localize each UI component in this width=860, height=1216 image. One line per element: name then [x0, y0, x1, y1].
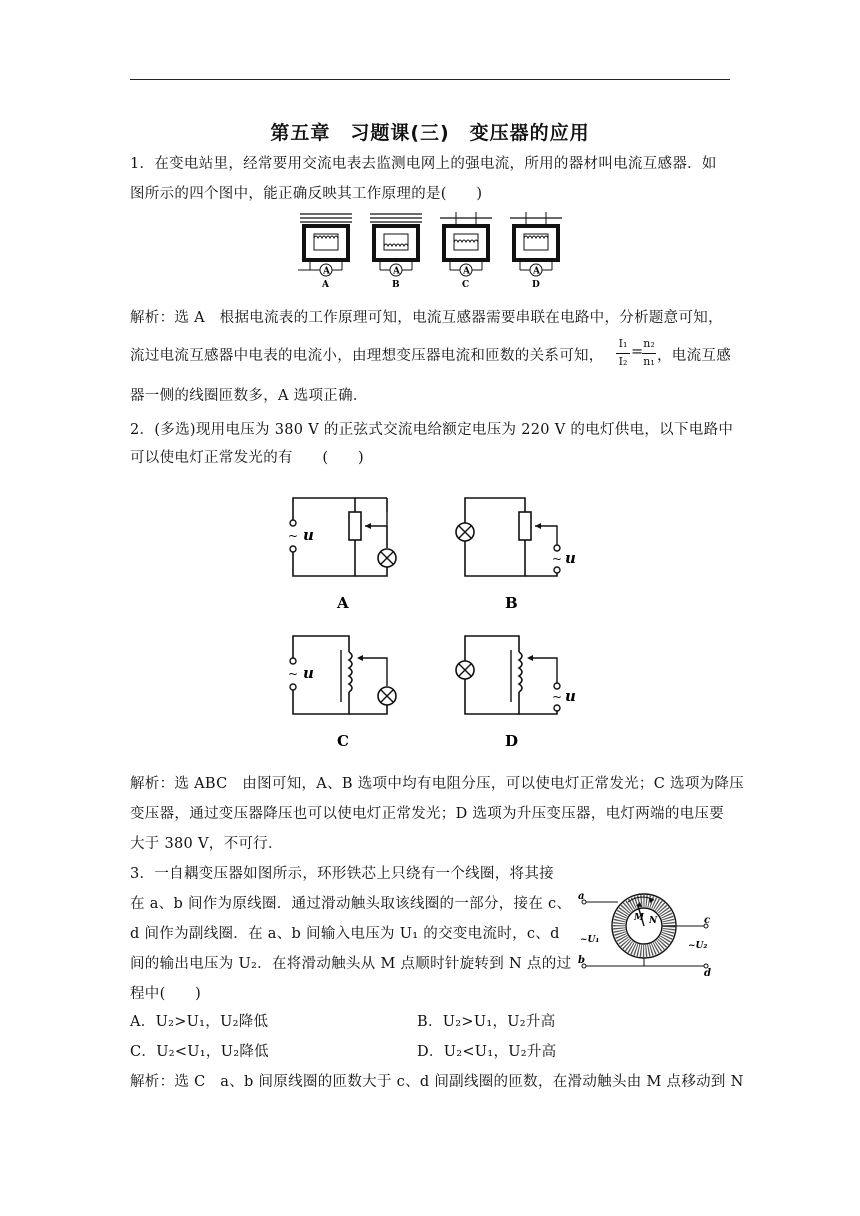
q1-answer-line2: 流过电流互感器中电表的电流小，由理想变压器电流和匝数的关系可知，: [130, 348, 604, 364]
q1-figure: [290, 208, 570, 290]
q3-option-a: A．U₂>U₁，U₂降低: [130, 1014, 269, 1030]
q2-diagram-b: [456, 498, 576, 612]
q1-stem-line2: 图所示的四个图中，能正确反映其工作原理的是( ): [130, 186, 483, 202]
q1-frac-right-bar: [642, 353, 656, 354]
q1-label-c: C: [462, 280, 470, 290]
svg-text:~: ~: [288, 667, 299, 681]
q2-source-label-a: u: [303, 526, 314, 544]
q2-stem-line1: 2．(多选)现用电压为 380 V 的正弦式交流电给额定电压为 220 V 的电灯供电，以下电路中: [130, 422, 734, 438]
q2-source-label-c: u: [303, 664, 314, 682]
q1-answer-line2-tail: ，电流互感: [657, 348, 731, 364]
q3-label-u2: ~U₂: [688, 941, 708, 951]
svg-text:~: ~: [288, 529, 299, 543]
q3-stem-line3: d 间作为副线圈．在 a、b 间输入电压为 U₁ 的交变电流时，c、d: [130, 926, 560, 942]
q1-meter-d: A: [533, 266, 540, 277]
q3-label-d: d: [704, 968, 711, 978]
q2-diagram-c: [288, 636, 396, 750]
q2-label-a: A: [337, 594, 349, 612]
q2-label-b: B: [505, 594, 518, 612]
header-rule: [130, 79, 730, 80]
q3-label-u1: ~U₁: [580, 935, 600, 945]
q1-frac-left-den: I₂: [618, 355, 628, 368]
q1-meter-a: A: [323, 266, 330, 277]
q3-stem-line1: 3．一自耦变压器如图所示，环形铁芯上只绕有一个线圈，将其接: [130, 866, 554, 882]
q1-diagram-a: [298, 214, 352, 290]
q3-answer-line1: 解析：选 C a、b 间原线圈的匝数大于 c、d 间副线圈的匝数，在滑动触头由 M 点移动到 N: [130, 1074, 744, 1090]
q1-frac-left-bar: [616, 353, 630, 354]
q1-frac-right-num: n₂: [643, 337, 655, 350]
q1-diagram-b: [370, 214, 422, 290]
q2-stem-line2: 可以使电灯正常发光的有 ( ): [130, 450, 364, 466]
q3-label-n: N: [649, 916, 658, 926]
q3-label-a: a: [578, 891, 585, 902]
q2-answer-line2: 变压器，通过变压器降压也可以使电灯正常发光；D 选项为升压变压器，电灯两端的电压要: [130, 806, 725, 822]
q2-diagram-d: [456, 636, 576, 750]
q2-source-label-d: u: [565, 687, 576, 705]
q3-figure: [578, 890, 718, 978]
q1-meter-b: A: [393, 266, 400, 277]
svg-text:~: ~: [552, 552, 563, 566]
q1-diagram-d: [510, 212, 562, 290]
q2-label-c: C: [337, 732, 349, 750]
q1-answer-line1: 解析：选 A 根据电流表的工作原理可知，电流互感器需要串联在电路中，分析题意可知，: [130, 310, 723, 326]
q1-diagram-c: [440, 212, 492, 290]
q2-answer-line1: 解析：选 ABC 由图可知，A、B 选项中均有电阻分压，可以使电灯正常发光；C 选项为降压: [130, 776, 745, 792]
q2-source-label-b: u: [565, 549, 576, 567]
q3-label-m: M: [634, 913, 644, 923]
q1-label-d: D: [532, 280, 540, 290]
svg-text:~: ~: [552, 690, 563, 704]
q1-equals: =: [631, 344, 644, 360]
q1-frac-right-den: n₁: [643, 355, 655, 368]
q3-option-d: D．U₂<U₁，U₂升高: [417, 1044, 557, 1060]
q2-label-d: D: [505, 732, 519, 750]
q3-stem-line5: 程中( ): [130, 986, 202, 1002]
q1-frac-left-num: I₁: [618, 337, 628, 350]
q3-stem-line2: 在 a、b 间作为原线圈．通过滑动触头取该线圈的一部分，接在 c、: [130, 896, 572, 912]
q3-label-b: b: [578, 955, 585, 966]
q3-stem-line4: 间的输出电压为 U₂．在将滑动触头从 M 点顺时针旋转到 N 点的过: [130, 956, 572, 972]
q1-label-b: B: [392, 280, 400, 290]
q2-figure: [275, 490, 595, 750]
q3-option-b: B．U₂>U₁，U₂升高: [417, 1014, 556, 1030]
q3-label-c: c: [704, 915, 711, 926]
q1-label-a: A: [322, 280, 329, 290]
q1-meter-c: A: [463, 266, 470, 277]
q1-stem-line1: 1．在变电站里，经常要用交流电表去监测电网上的强电流，所用的器材叫电流互感器．如: [130, 156, 717, 172]
q2-answer-line3: 大于 380 V，不可行．: [130, 836, 283, 852]
q2-diagram-a: [288, 498, 396, 612]
q3-option-c: C．U₂<U₁，U₂降低: [130, 1044, 269, 1060]
page-title: 第五章 习题课(三) 变压器的应用: [270, 122, 590, 144]
q1-answer-line3: 器一侧的线圈匝数多，A 选项正确．: [130, 388, 368, 404]
